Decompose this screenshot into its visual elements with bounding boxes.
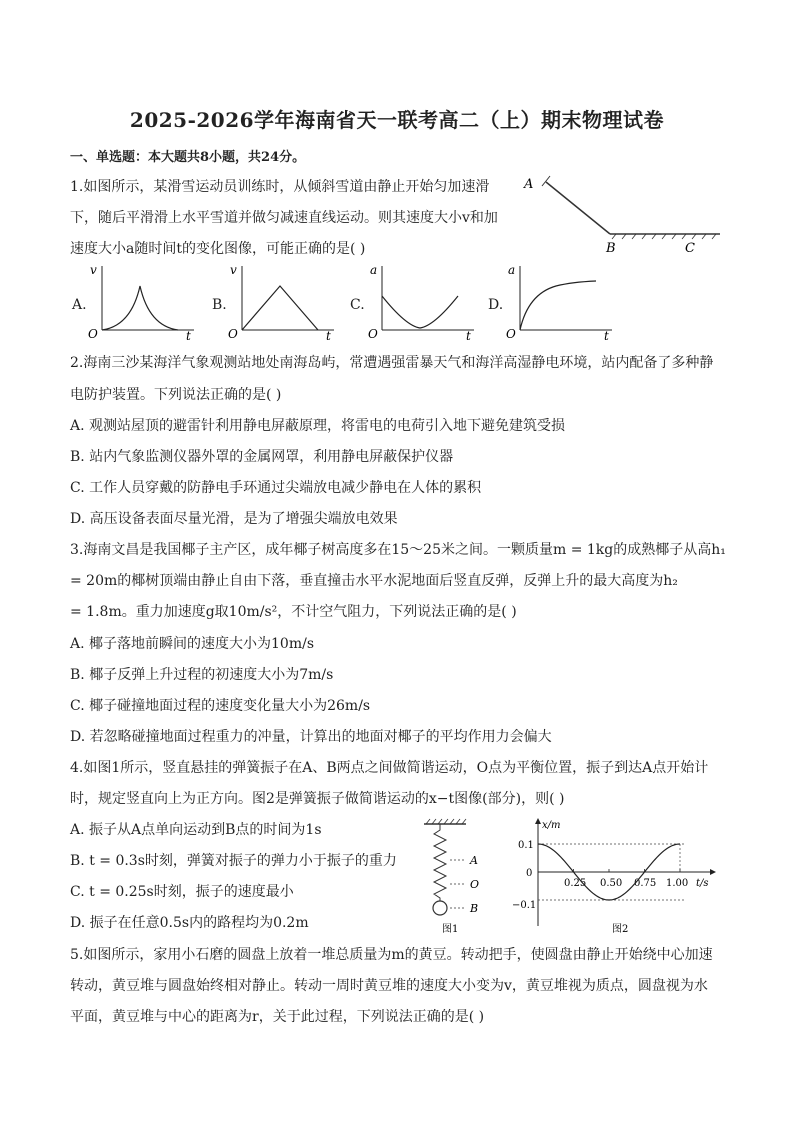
q3-option: C. 椰子碰撞地面过程的速度变化量大小为26m/s — [70, 698, 371, 714]
q2-option: B. 站内气象监测仪器外罩的金属网罩，利用静电屏蔽保护仪器 — [70, 449, 454, 465]
q4-line: 时，规定竖直向上为正方向。图2是弹簧振子做简谐运动的x−t图像(部分)，则( ) — [70, 791, 565, 807]
origin-label: O — [506, 327, 516, 341]
y-axis-label: x/m — [542, 820, 561, 831]
q5-line: 5.如图所示，家用小石磨的圆盘上放着一堆总质量为m的黄豆。转动把手，使圆盘由静止开始绕中心加速 — [70, 947, 713, 963]
point-label: O — [470, 878, 480, 891]
q3-line: = 20m的椰树顶端由静止自由下落，垂直撞击水平水泥地面后竖直反弹，反弹上升的最大高度为h₂ — [70, 573, 678, 589]
axis-label: a — [370, 263, 378, 277]
q1-line: 1.如图所示，某滑雪运动员训练时，从倾斜雪道由静止开始匀加速滑 — [70, 179, 490, 195]
section-heading: 一、单选题：本大题共8小题，共24分。 — [70, 150, 306, 165]
q3-option: D. 若忽略碰撞地面过程重力的冲量，计算出的地面对椰子的平均作用力会偏大 — [70, 729, 552, 745]
x-tick-label: 0.50 — [600, 878, 623, 889]
axis-label: t — [186, 329, 191, 342]
point-label: B — [606, 241, 616, 256]
figure-caption: 图1 — [442, 924, 459, 935]
option-c-graph — [366, 260, 476, 342]
q5-line: 转动，黄豆堆与圆盘始终相对静止。转动一周时黄豆堆的速度大小变为v，黄豆堆视为质点，圆盘视为水 — [70, 978, 708, 994]
q5-line: 平面，黄豆堆与中心的距离为r，关于此过程，下列说法正确的是( ) — [70, 1009, 485, 1025]
y-tick-label: −0.1 — [512, 900, 537, 911]
q3-option: A. 椰子落地前瞬间的速度大小为10m/s — [70, 636, 315, 652]
q3-option: B. 椰子反弹上升过程的初速度大小为7m/s — [70, 667, 334, 683]
option-d-graph — [504, 260, 614, 342]
q1-line: 下，随后平滑滑上水平雪道并做匀减速直线运动。则其速度大小v和加 — [70, 210, 498, 226]
axis-label: t — [326, 329, 331, 342]
spring-oscillator-figure — [416, 818, 506, 936]
q4-option: A. 振子从A点单向运动到B点的时间为1s — [70, 822, 322, 838]
x-tick-label: 0.75 — [634, 878, 657, 889]
q1-line: 速度大小a随时间t的变化图像，可能正确的是( ) — [70, 241, 366, 257]
xt-graph — [512, 818, 718, 936]
origin-label: O — [228, 327, 238, 341]
q3-line: 3.海南文昌是我国椰子主产区，成年椰子树高度多在15～25米之间。一颗质量m = 1kg的成熟椰子从高h₁ — [70, 542, 726, 558]
axis-label: v — [230, 263, 237, 277]
point-label: A — [524, 177, 534, 192]
exam-title: 2025-2026学年海南省天一联考高二（上）期末物理试卷 — [129, 108, 665, 132]
y-tick-label: 0.1 — [518, 840, 534, 851]
option-b-graph — [226, 260, 336, 342]
q2-option: C. 工作人员穿戴的防静电手环通过尖端放电减少静电在人体的累积 — [70, 480, 482, 496]
q4-line: 4.如图1所示，竖直悬挂的弹簧振子在A、B两点之间做简谐运动，O点为平衡位置，振子到达A点开始计 — [70, 760, 709, 776]
point-label: A — [470, 854, 478, 867]
option-a-graph — [86, 260, 196, 342]
q4-option: B. t = 0.3s时刻，弹簧对振子的弹力小于振子的重力 — [70, 853, 397, 869]
y-axis-arrow — [535, 818, 541, 824]
axis-label: t — [466, 329, 471, 342]
axis-label: t — [604, 329, 609, 342]
q2-option: D. 高压设备表面尽量光滑，是为了增强尖端放电效果 — [70, 511, 398, 527]
q3-line: = 1.8m。重力加速度g取10m/s²，不计空气阻力，下列说法正确的是( ) — [70, 604, 517, 620]
q4-option: D. 振子在任意0.5s内的路程均为0.2m — [70, 915, 309, 931]
x-tick-label: 0.25 — [564, 878, 587, 889]
x-tick-label: 1.00 — [666, 878, 689, 889]
axis-label: a — [508, 263, 516, 277]
option-letter: D. — [488, 297, 504, 313]
origin-label: O — [368, 327, 378, 341]
option-letter: B. — [212, 297, 227, 313]
q4-option: C. t = 0.25s时刻，振子的速度最小 — [70, 884, 294, 900]
q2-option: A. 观测站屋顶的避雷针利用静电屏蔽原理，将雷电的电荷引入地下避免建筑受损 — [70, 418, 566, 434]
ski-slope-figure — [520, 168, 730, 256]
x-axis-label: t/s — [696, 878, 709, 889]
x-axis-arrow — [710, 869, 716, 875]
axis-label: v — [90, 263, 97, 277]
figure-caption: 图2 — [612, 924, 629, 935]
option-letter: A. — [72, 297, 87, 313]
q2-line: 2.海南三沙某海洋气象观测站地处南海岛屿，常遭遇强雷暴天气和海洋高湿静电环境，站内配备了多种静 — [70, 355, 714, 371]
point-label: B — [470, 902, 479, 915]
point-label: C — [685, 241, 695, 256]
q2-line: 电防护装置。下列说法正确的是( ) — [70, 387, 282, 403]
option-letter: C. — [350, 297, 365, 313]
y-tick-label: 0 — [526, 868, 533, 879]
origin-label: O — [88, 327, 98, 341]
